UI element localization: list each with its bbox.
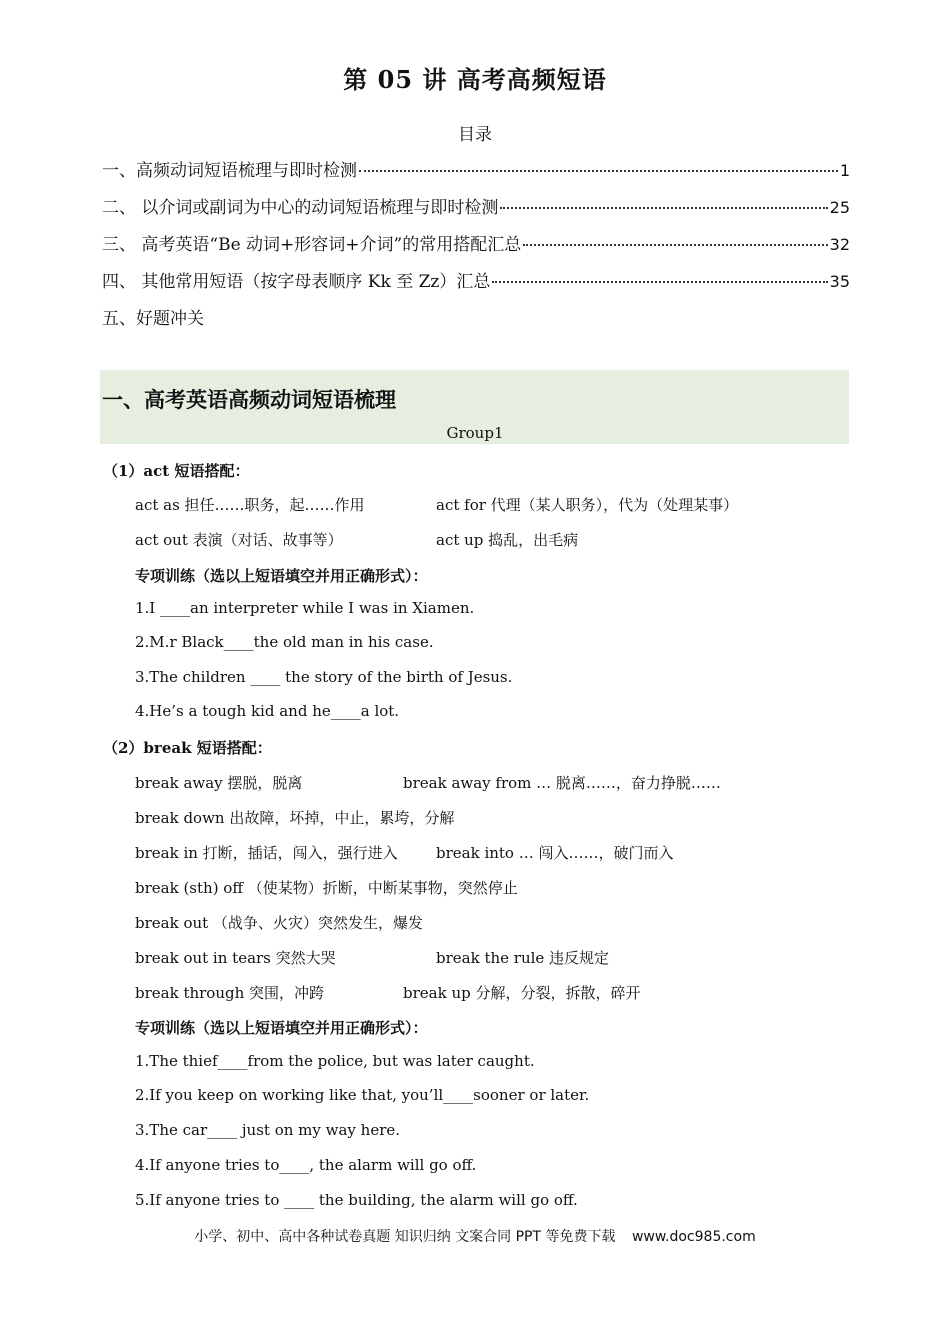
toc-item[interactable] <box>102 156 850 181</box>
exercise-item: 3.The children ____ the story of the birth of Jesus. <box>135 668 513 686</box>
toc-item[interactable] <box>102 304 850 329</box>
document-title: 第 05 讲 高考高频短语 <box>343 65 607 94</box>
phrase-row <box>135 529 835 550</box>
exercise-item: 4.He’s a tough kid and he____a lot. <box>135 702 400 720</box>
phrase: break into … 闯入……，破门而入 <box>436 844 674 862</box>
phrase-row <box>135 947 835 968</box>
footer-link[interactable]: www.doc985.com <box>631 1229 756 1245</box>
toc-leader-dots <box>492 280 827 283</box>
toc-item-text: 三、 高考英语“Be 动词+形容词+介词”的常用搭配汇总 <box>102 235 522 255</box>
phrase: break away from … 脱离……，奋力挣脱…… <box>403 774 721 792</box>
act-heading: （1）act 短语搭配： <box>103 462 250 480</box>
toc-leader-dots <box>359 169 838 172</box>
toc-item-text: 二、 以介词或副词为中心的动词短语梳理与即时检测 <box>102 198 499 218</box>
exercise-item: 1.The thief____from the police, but was later caught. <box>135 1052 535 1070</box>
phrase: act up 捣乱，出毛病 <box>436 531 579 549</box>
toc-item[interactable] <box>102 193 850 218</box>
toc-item-text: 一、高频动词短语梳理与即时检测 <box>102 161 357 181</box>
toc-item-page: 32 <box>829 235 850 254</box>
phrase: act out 表演（对话、故事等） <box>135 531 343 549</box>
page-footer <box>0 1226 950 1246</box>
phrase-row <box>135 912 835 933</box>
phrase: act for 代理（某人职务），代为（处理某事） <box>436 496 739 514</box>
exercise-item: 5.If anyone tries to ____ the building, the alarm will go off. <box>135 1191 578 1209</box>
exercise-item: 2.M.r Black____the old man in his case. <box>135 633 434 651</box>
exercise-title: 专项训练（选以上短语填空并用正确形式）： <box>135 567 428 585</box>
toc-item[interactable] <box>102 230 850 255</box>
phrase-row <box>135 772 835 793</box>
toc-leader-dots <box>523 243 827 246</box>
phrase: break away 摆脱，脱离 <box>135 774 303 792</box>
toc-heading: 目录 <box>458 125 492 145</box>
phrase: break up 分解，分裂，拆散，碎开 <box>403 984 641 1002</box>
exercise-item: 4.If anyone tries to____, the alarm will go off. <box>135 1156 477 1174</box>
section-title: 一、高考英语高频动词短语梳理 <box>102 387 396 412</box>
toc-item-page: 1 <box>839 161 850 180</box>
phrase-row <box>135 877 835 898</box>
group-label: Group1 <box>446 424 504 442</box>
toc-item-page: 35 <box>829 272 850 291</box>
toc-item-page: 25 <box>829 198 850 217</box>
break-heading: （2）break 短语搭配： <box>103 739 272 757</box>
toc-leader-dots <box>500 206 827 209</box>
phrase: break out in tears 突然大哭 <box>135 949 336 967</box>
exercise-item: 1.I ____an interpreter while I was in Xiamen. <box>135 599 475 617</box>
phrase: break out （战争、火灾）突然发生，爆发 <box>135 914 423 932</box>
exercise-title: 专项训练（选以上短语填空并用正确形式）： <box>135 1019 428 1037</box>
toc-item-text: 五、好题冲关 <box>102 309 204 329</box>
footer-text: 小学、初中、高中各种试卷真题 知识归纳 文案合同 PPT 等免费下载 <box>194 1229 616 1245</box>
phrase: break in 打断，插话，闯入，强行进入 <box>135 844 398 862</box>
phrase-row <box>135 807 835 828</box>
phrase: break the rule 违反规定 <box>436 949 610 967</box>
phrase: break through 突围，冲跨 <box>135 984 325 1002</box>
phrase: break (sth) off （使某物）折断，中断某事物，突然停止 <box>135 879 518 897</box>
phrase-row <box>135 982 835 1003</box>
toc-item-text: 四、 其他常用短语（按字母表顺序 Kk 至 Zz）汇总 <box>102 272 491 292</box>
exercise-item: 2.If you keep on working like that, you’ll____sooner or later. <box>135 1086 590 1104</box>
phrase: break down 出故障，坏掉，中止，累垮，分解 <box>135 809 455 827</box>
phrase-row <box>135 494 835 515</box>
phrase: act as 担任……职务，起……作用 <box>135 496 365 514</box>
phrase-row <box>135 842 835 863</box>
toc-item[interactable] <box>102 267 850 292</box>
exercise-item: 3.The car____ just on my way here. <box>135 1121 401 1139</box>
